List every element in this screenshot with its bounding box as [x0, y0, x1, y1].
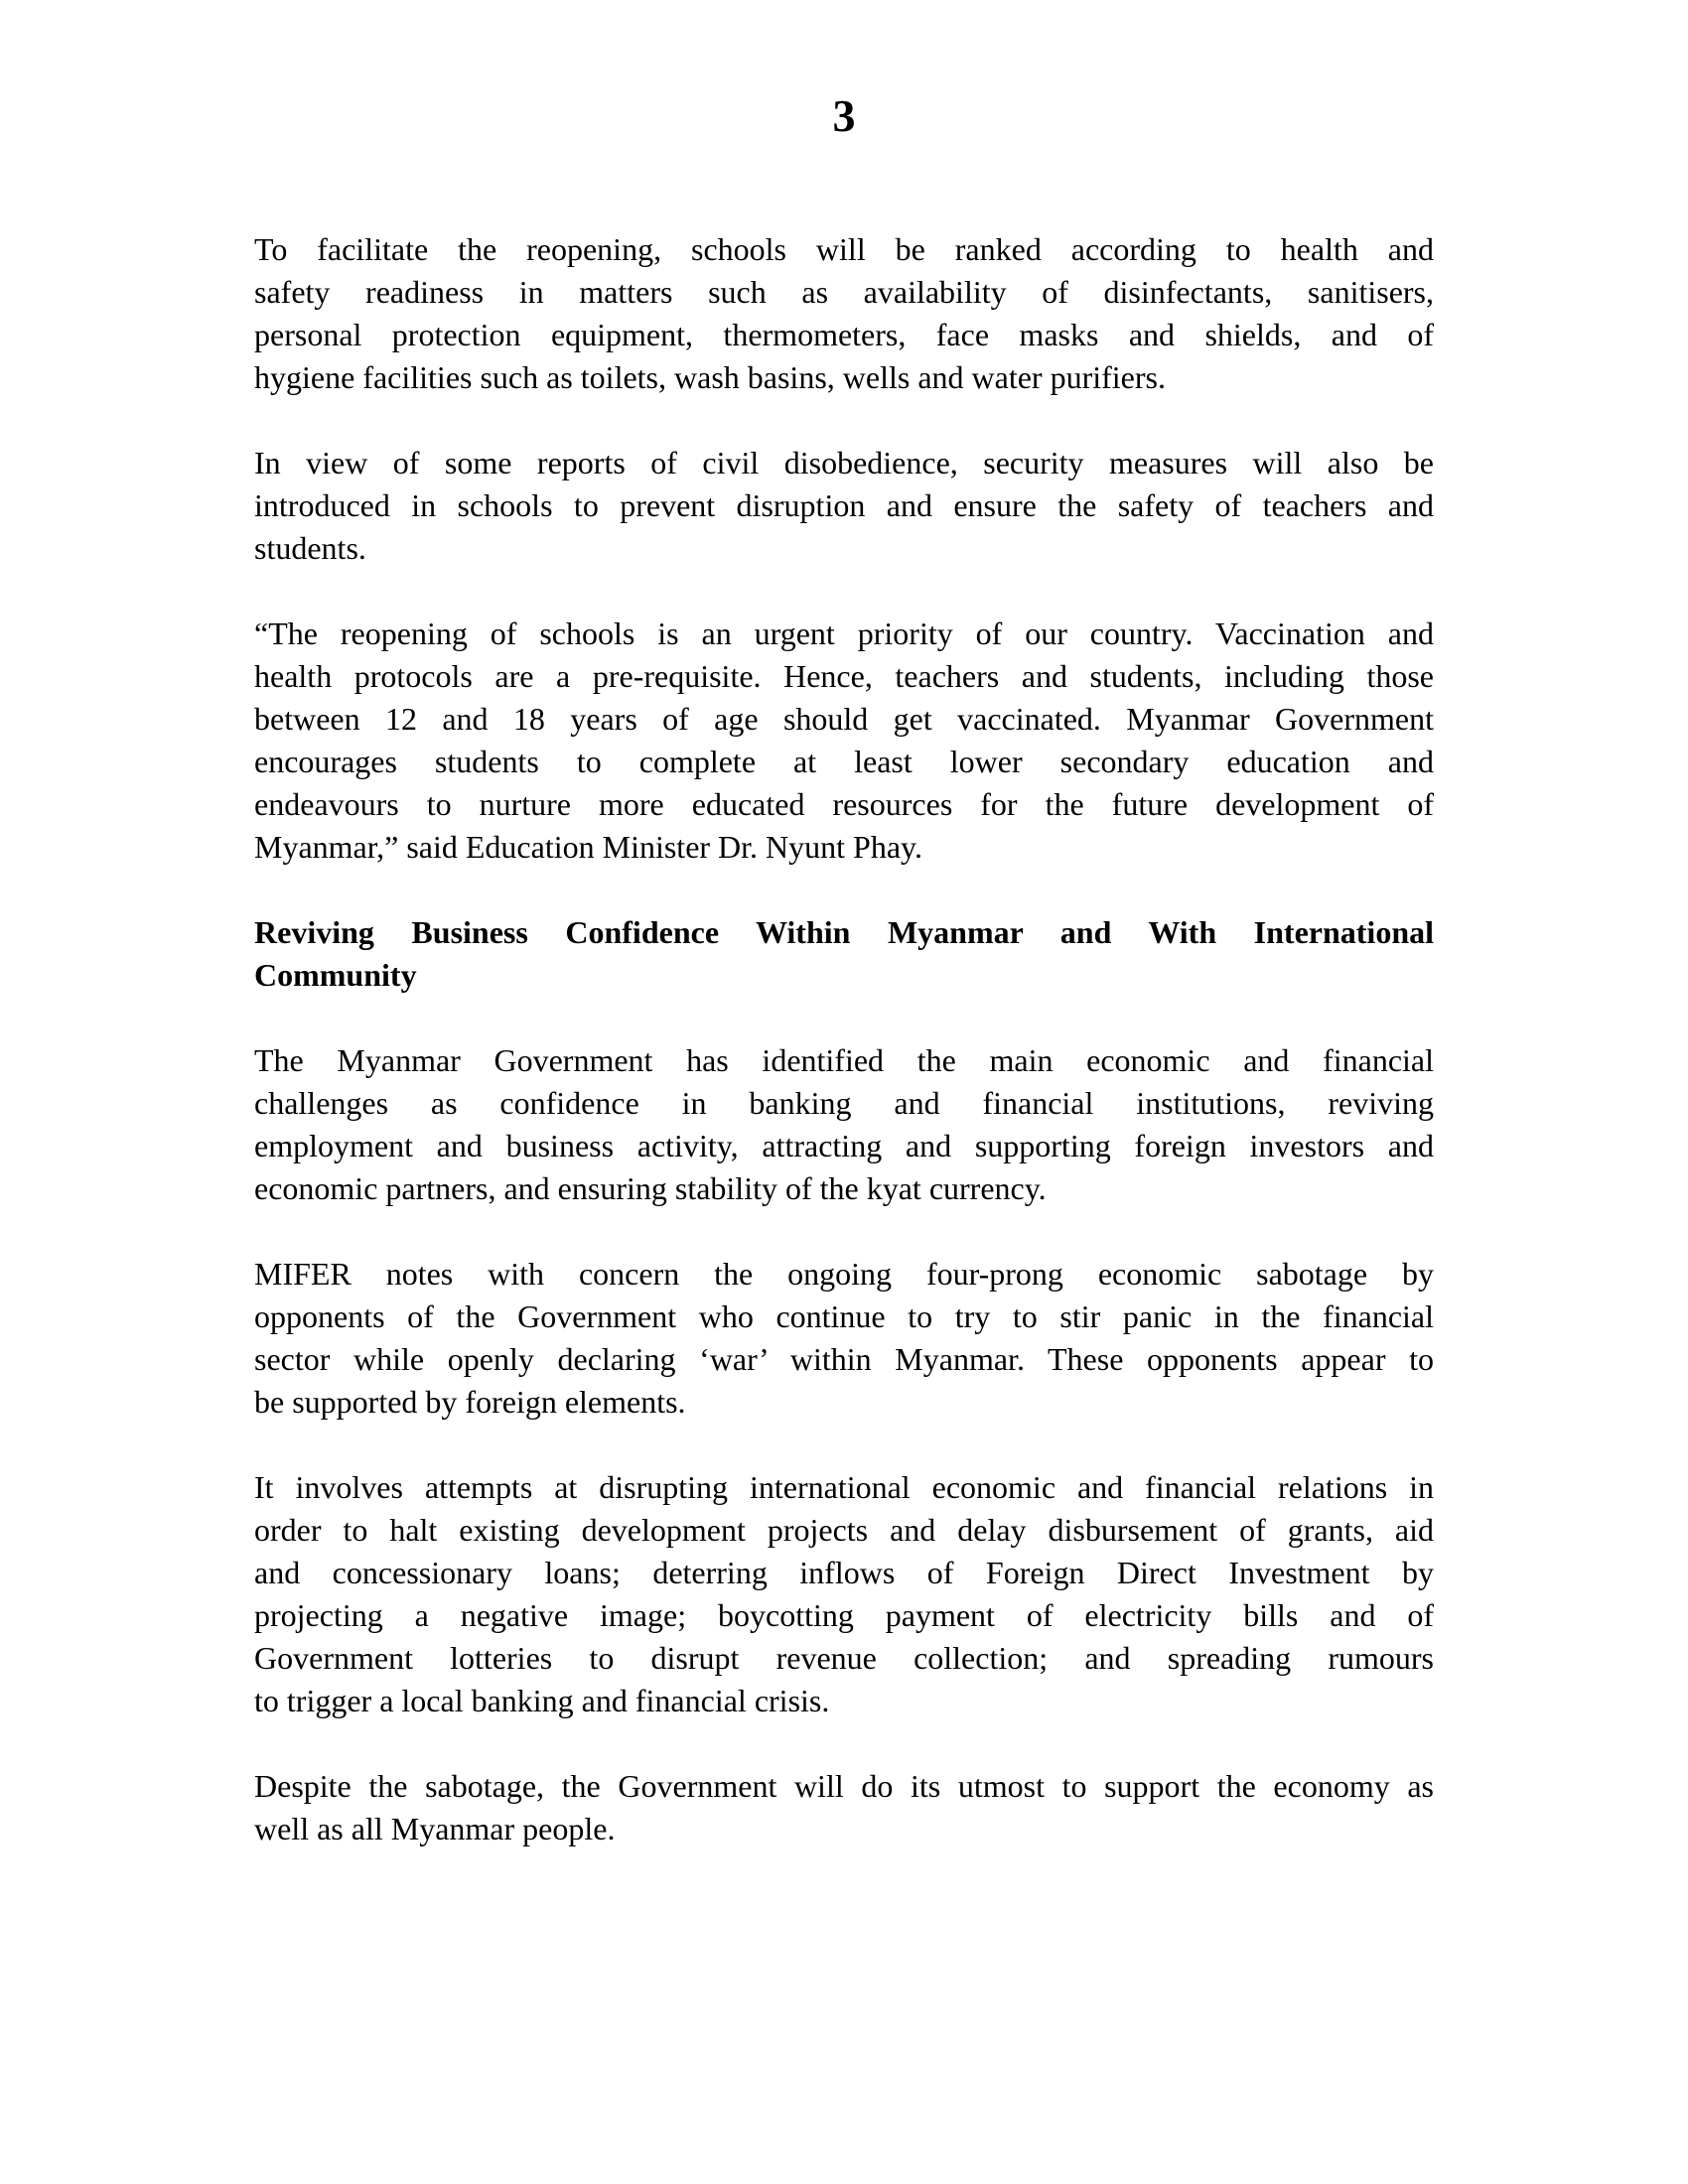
text-line: between 12 and 18 years of age should get vaccinated. Myanmar Government — [254, 701, 1434, 737]
paragraph — [254, 1039, 1434, 1210]
text-line: order to halt existing development projects and delay disbursement of grants, aid — [254, 1512, 1434, 1548]
text-line: Community — [254, 957, 417, 993]
paragraph — [254, 228, 1434, 399]
paragraph — [254, 1466, 1434, 1722]
text-line: endeavours to nurture more educated resources for the future development of — [254, 786, 1434, 822]
text-line: Myanmar,” said Education Minister Dr. Nyunt Phay. — [254, 829, 922, 865]
text-line: sector while openly declaring ‘war’ within Myanmar. These opponents appear to — [254, 1341, 1434, 1377]
page-number: 3 — [832, 90, 856, 141]
text-line: Reviving Business Confidence Within Myanmar and With International — [254, 914, 1434, 950]
paragraph — [254, 1765, 1434, 1850]
text-line: The Myanmar Government has identified the main economic and financial — [254, 1042, 1434, 1078]
text-line: introduced in schools to prevent disruption and ensure the safety of teachers and — [254, 487, 1434, 523]
paragraph — [254, 613, 1434, 869]
text-line: projecting a negative image; boycotting payment of electricity bills and of — [254, 1597, 1434, 1633]
text-line: economic partners, and ensuring stability of the kyat currency. — [254, 1170, 1047, 1206]
text-line: MIFER notes with concern the ongoing four-prong economic sabotage by — [254, 1256, 1434, 1292]
text-line: safety readiness in matters such as availability of disinfectants, sanitisers, — [254, 274, 1434, 310]
document-content — [254, 228, 1434, 1850]
section-heading — [254, 911, 1434, 997]
text-line: be supported by foreign elements. — [254, 1384, 686, 1420]
text-line: encourages students to complete at least lower secondary education and — [254, 744, 1434, 779]
text-line: students. — [254, 530, 366, 566]
text-line: employment and business activity, attracting and supporting foreign investors and — [254, 1128, 1434, 1163]
text-line: Despite the sabotage, the Government will do its utmost to support the economy as — [254, 1768, 1434, 1804]
text-line: Government lotteries to disrupt revenue collection; and spreading rumours — [254, 1640, 1434, 1676]
text-line: well as all Myanmar people. — [254, 1811, 616, 1846]
text-line: To facilitate the reopening, schools will be ranked according to health and — [254, 231, 1434, 267]
text-line: health protocols are a pre-requisite. Hence, teachers and students, including those — [254, 658, 1434, 694]
paragraph — [254, 442, 1434, 570]
text-line: to trigger a local banking and financial crisis. — [254, 1683, 830, 1718]
text-line: “The reopening of schools is an urgent priority of our country. Vaccination and — [254, 615, 1434, 651]
text-line: opponents of the Government who continue to try to stir panic in the financial — [254, 1298, 1434, 1334]
text-line: It involves attempts at disrupting international economic and financial relations in — [254, 1469, 1434, 1505]
text-line: personal protection equipment, thermometers, face masks and shields, and of — [254, 317, 1434, 352]
text-line: challenges as confidence in banking and financial institutions, reviving — [254, 1085, 1434, 1121]
text-line: hygiene facilities such as toilets, wash basins, wells and water purifiers. — [254, 359, 1166, 395]
text-line: and concessionary loans; deterring inflows of Foreign Direct Investment by — [254, 1555, 1434, 1590]
paragraph — [254, 1253, 1434, 1424]
text-line: In view of some reports of civil disobedience, security measures will also be — [254, 445, 1434, 480]
